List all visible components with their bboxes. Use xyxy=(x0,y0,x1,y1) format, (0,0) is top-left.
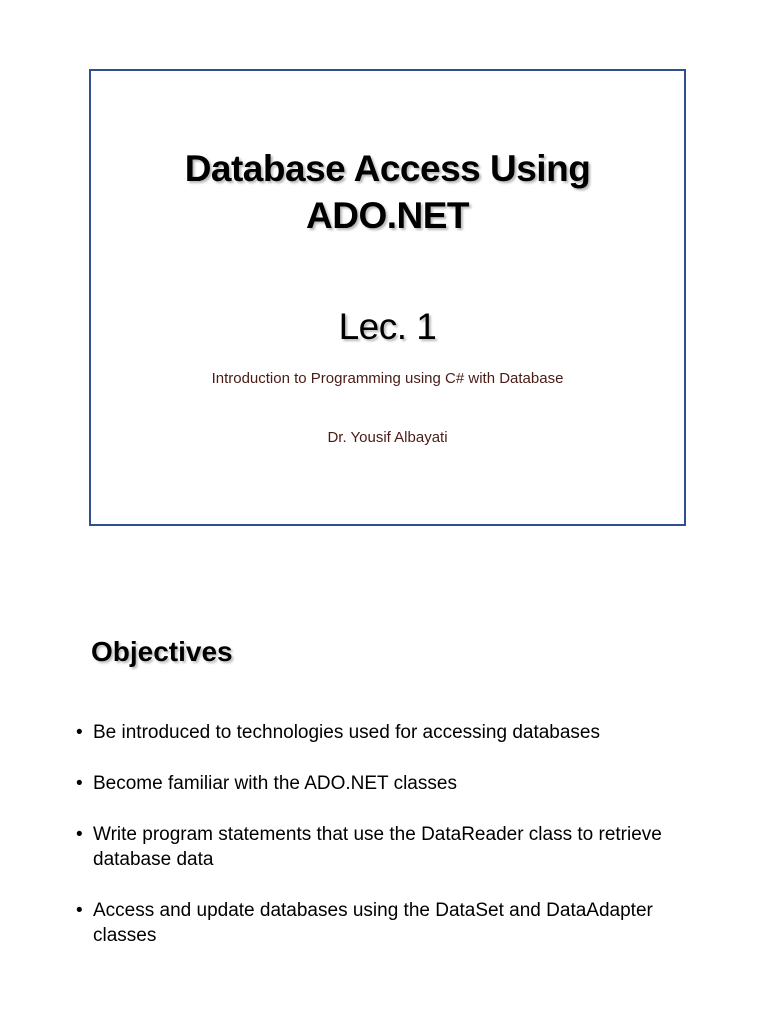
objective-text: Be introduced to technologies used for accessing databases xyxy=(93,722,600,743)
bullet-icon: • xyxy=(76,900,83,921)
bullet-icon: • xyxy=(76,722,83,743)
objective-item xyxy=(76,822,716,872)
objective-item xyxy=(76,720,716,745)
slide-title-line-1: Database Access Using xyxy=(184,148,591,189)
slide-title-line-2: ADO.NET xyxy=(306,195,469,236)
objective-text: Access and update databases using the DataSet and DataAdapter classes xyxy=(93,900,653,946)
bullet-icon: • xyxy=(76,773,83,794)
course-subtitle: Introduction to Programming using C# with Database xyxy=(211,370,564,387)
objective-text: Write program statements that use the DataReader class to retrieve database data xyxy=(93,824,662,870)
objectives-slide xyxy=(0,590,768,1010)
objective-item xyxy=(76,771,716,796)
objective-item xyxy=(76,898,716,948)
objectives-heading: Objectives xyxy=(91,636,233,667)
slide-title xyxy=(91,145,684,239)
objective-text: Become familiar with the ADO.NET classes xyxy=(93,773,457,794)
author-name: Dr. Yousif Albayati xyxy=(327,429,448,446)
title-slide xyxy=(89,69,686,526)
objectives-list xyxy=(76,720,716,948)
bullet-icon: • xyxy=(76,824,83,845)
lecture-number: Lec. 1 xyxy=(338,306,437,347)
